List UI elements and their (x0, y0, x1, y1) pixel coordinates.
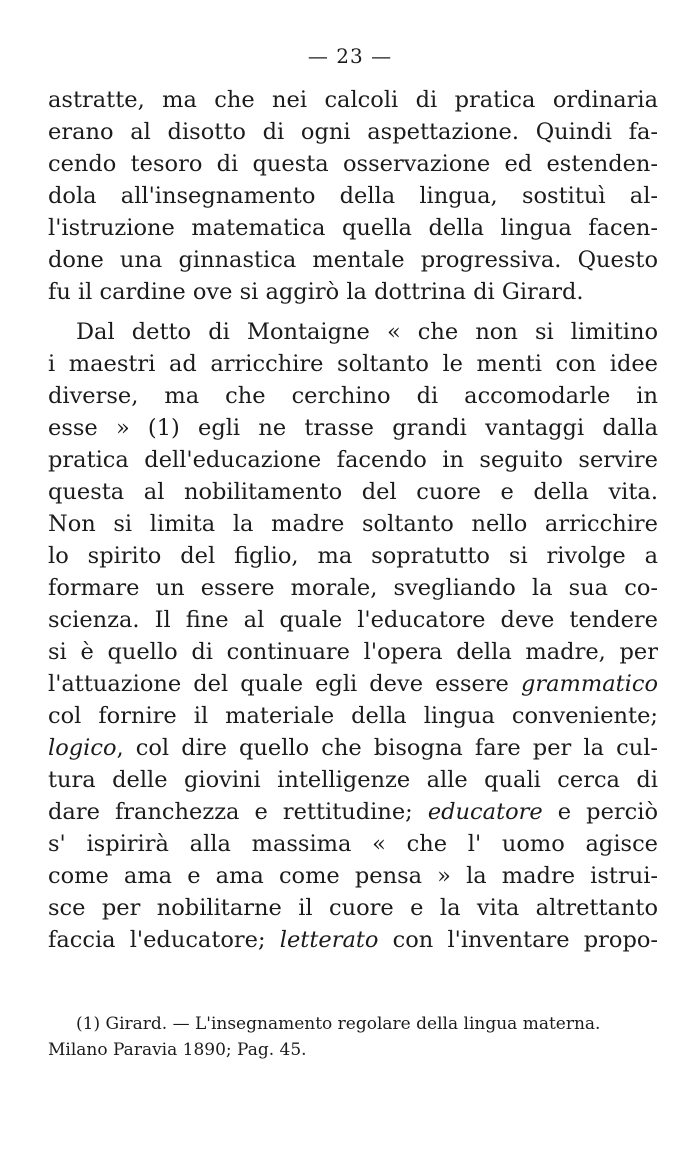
text-line: formare un essere morale, svegliando la sua co- (48, 575, 658, 601)
footnote-line: (1) Girard. — L'insegnamento regolare della lingua materna. (76, 1014, 601, 1034)
text-segment: faccia l'educatore; (48, 927, 266, 953)
text-line: i maestri ad arricchire soltanto le menti con idee (48, 351, 658, 377)
text-line: erano al disotto di ogni aspettazione. Quindi fa- (48, 119, 658, 145)
text-segment: , col dire quello che bisogna fare per la cul- (116, 735, 658, 761)
text-line: scienza. Il fine al quale l'educatore deve tendere (48, 607, 658, 633)
italic-term: grammatico (520, 671, 658, 697)
text-line: astratte, ma che nei calcoli di pratica ordinaria (48, 87, 658, 113)
text-line: diverse, ma che cerchino di accomodarle in (48, 383, 658, 409)
text-line: Non si limita la madre soltanto nello arricchire (48, 511, 658, 537)
text-line: sce per nobilitarne il cuore e la vita altrettanto (48, 895, 658, 921)
text-line: Dal detto di Montaigne « che non si limitino (76, 319, 658, 345)
text-segment: dare franchezza e rettitudine; (48, 799, 413, 825)
text-segment: con l'inventare propo- (392, 927, 659, 953)
footnote-line: Milano Paravia 1890; Pag. 45. (48, 1040, 307, 1060)
text-line: tura delle giovini intelligenze alle quali cerca di (48, 767, 658, 793)
text-line: dola all'insegnamento della lingua, sostituì al- (48, 183, 658, 209)
text-line (48, 796, 658, 828)
text-line: esse » (1) egli ne trasse grandi vantaggi dalla (48, 415, 658, 441)
italic-term: educatore (427, 799, 543, 825)
page-number: — 23 — (307, 44, 393, 68)
text-line (48, 668, 658, 700)
text-line: fu il cardine ove si aggirò la dottrina di Girard. (48, 279, 584, 305)
text-line: questa al nobilitamento del cuore e della vita. (48, 479, 658, 505)
text-segment: l'attuazione del quale egli deve essere (48, 671, 509, 697)
text-line: cendo tesoro di questa osservazione ed estenden- (48, 151, 658, 177)
text-line: pratica dell'educazione facendo in seguito servire (48, 447, 658, 473)
italic-term: logico (48, 735, 117, 761)
text-line: done una ginnastica mentale progressiva. Questo (48, 247, 658, 273)
text-line: lo spirito del figlio, ma sopratutto si rivolge a (48, 543, 658, 569)
text-line (48, 732, 658, 764)
text-line: l'istruzione matematica quella della lingua facen- (48, 215, 658, 241)
text-line: come ama e ama come pensa » la madre istrui- (48, 863, 658, 889)
text-line: si è quello di continuare l'opera della madre, per (48, 639, 658, 665)
text-segment: e perciò (557, 799, 658, 825)
text-line (48, 924, 658, 956)
italic-term: letterato (279, 927, 379, 953)
text-line: col fornire il materiale della lingua conveniente; (48, 703, 658, 729)
text-line: s' ispirirà alla massima « che l' uomo agisce (48, 831, 658, 857)
